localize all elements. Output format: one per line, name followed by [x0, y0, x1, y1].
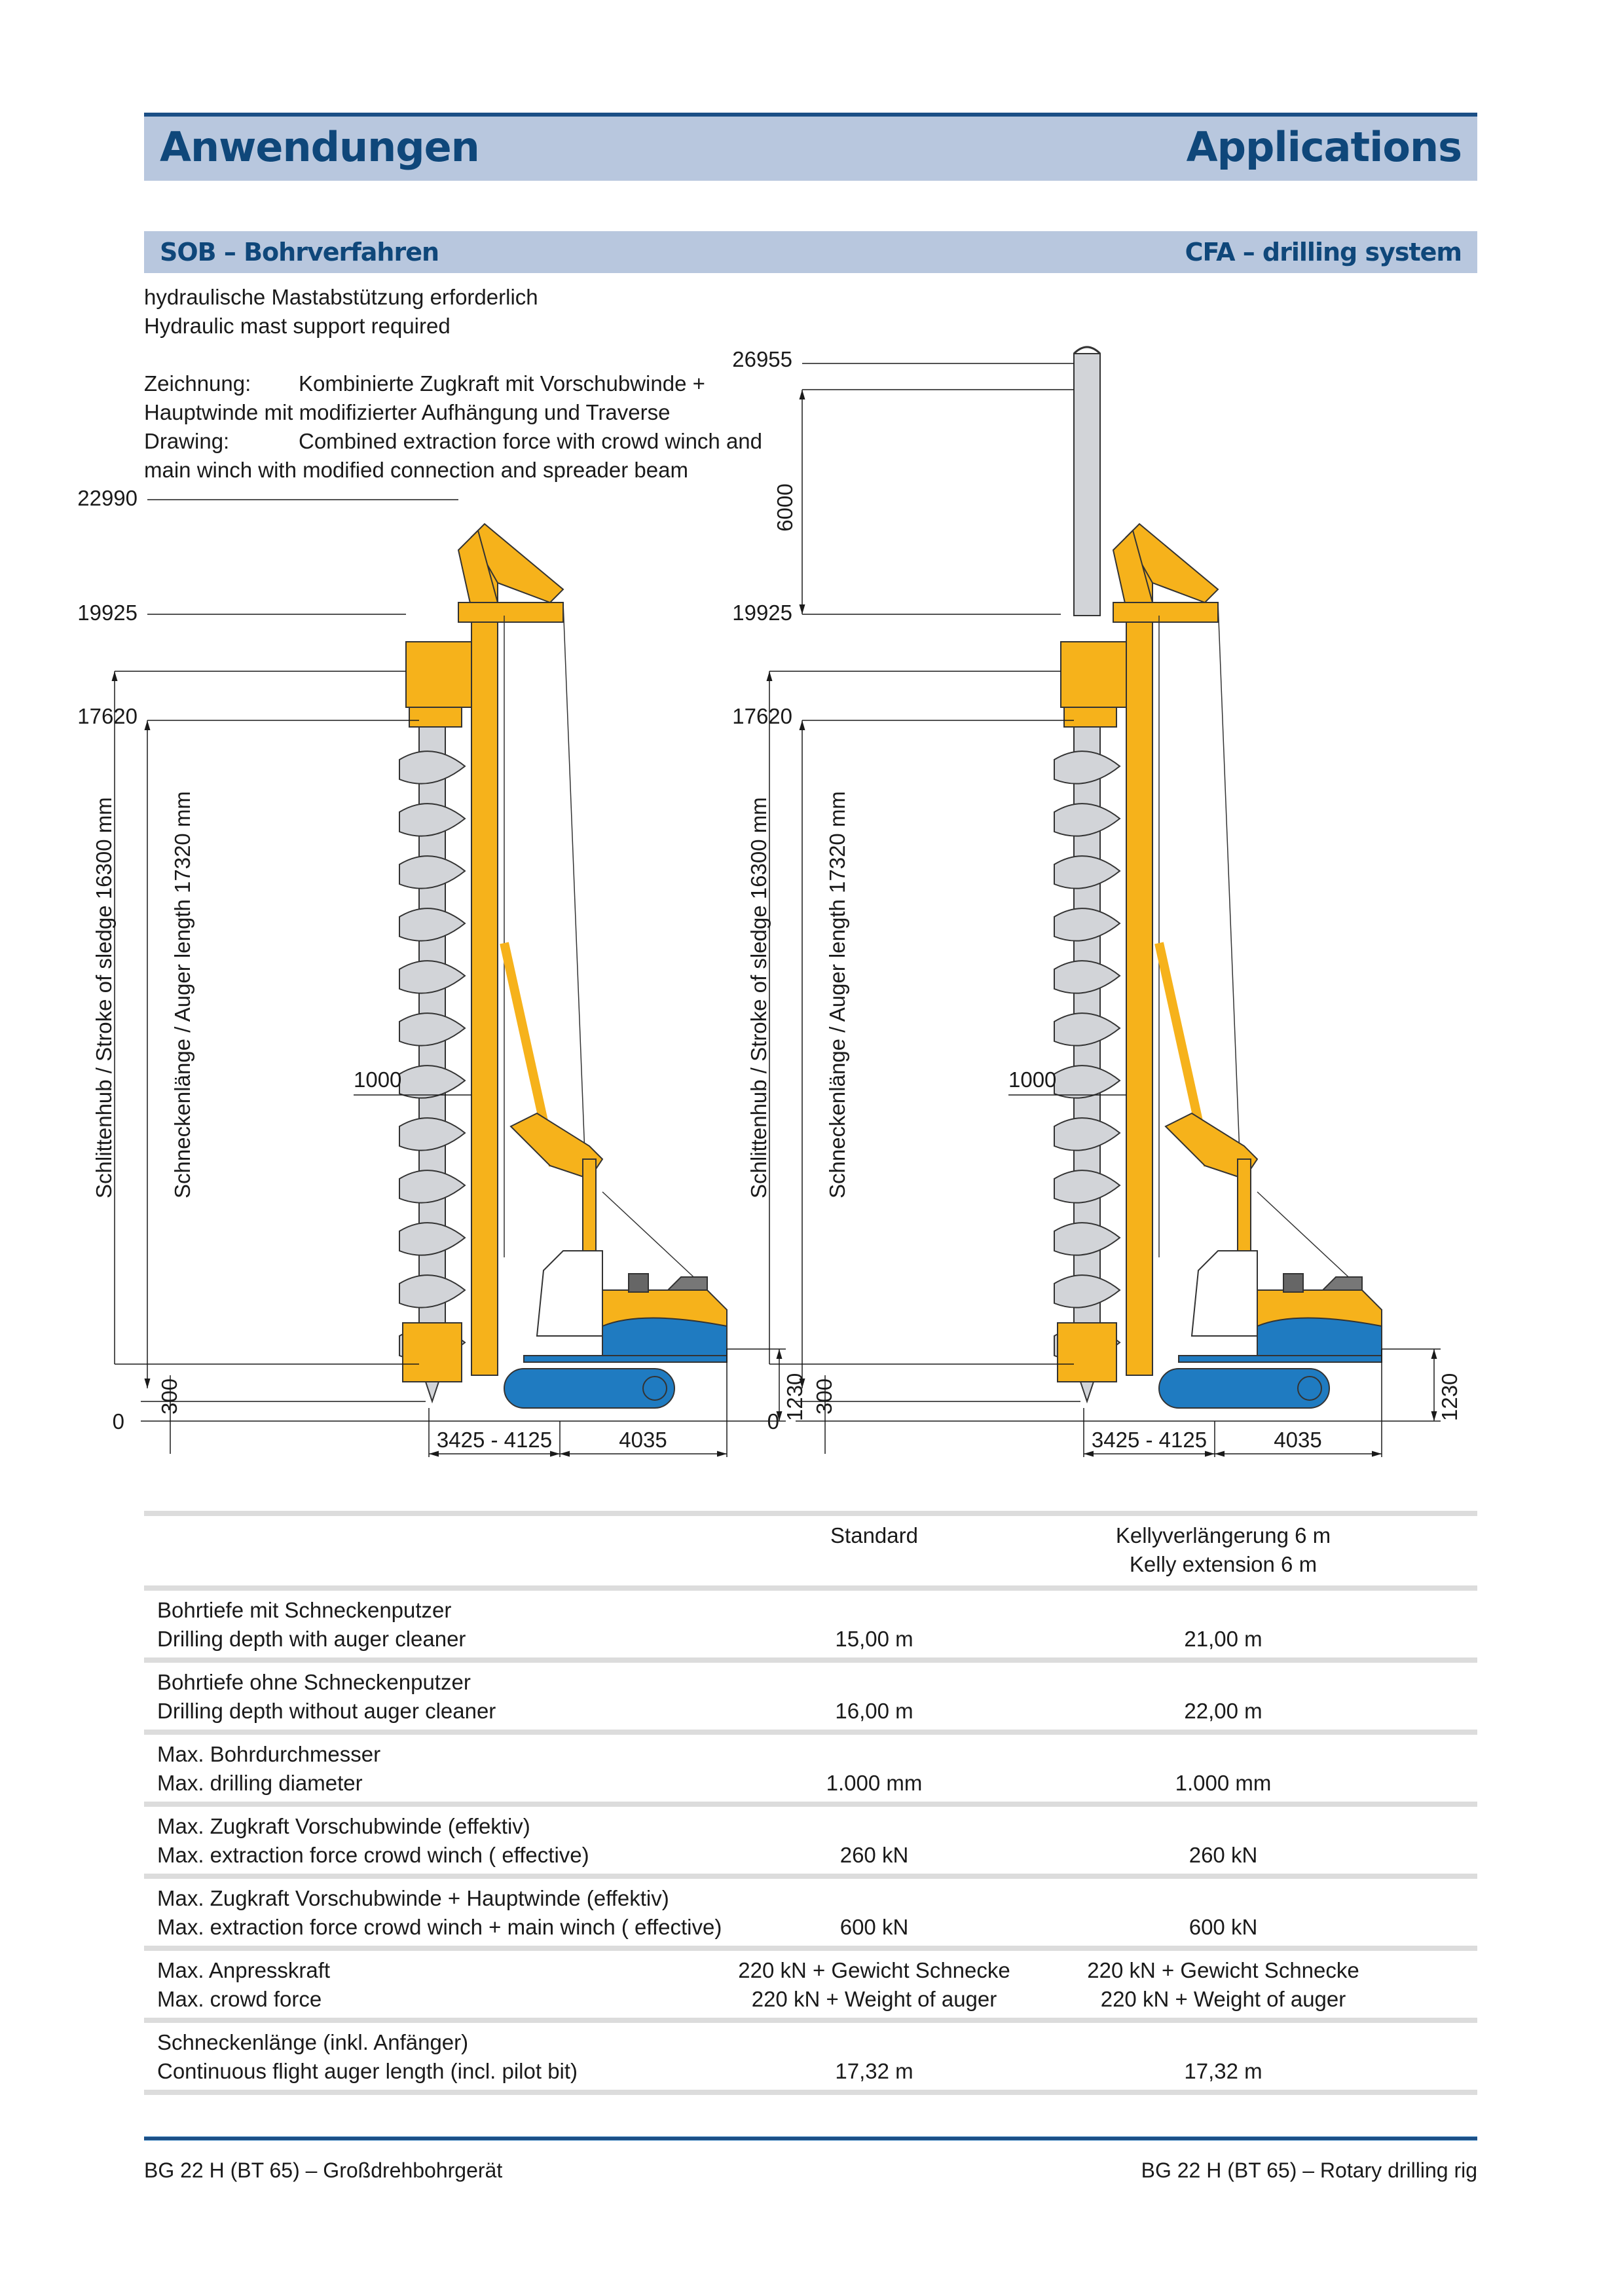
cell-standard: 1.000 mm	[826, 1771, 923, 1795]
cell-standard: 17,32 m	[835, 2059, 913, 2083]
rig-drawings	[0, 341, 1622, 1480]
row-label-de: Max. Anpresskraft	[157, 1958, 331, 1982]
cell-standard: 16,00 m	[835, 1699, 913, 1723]
table-row	[144, 1807, 1477, 1874]
section-title-de: SOB – Bohrverfahren	[160, 238, 439, 267]
cell-standard: 260 kN	[839, 1843, 909, 1867]
table-row	[144, 1663, 1477, 1730]
table-row	[144, 1879, 1477, 1946]
right-dim-extension: 6000	[773, 483, 797, 532]
title-bar	[144, 117, 1477, 181]
cell-extension: 17,32 m	[1184, 2059, 1263, 2083]
drawing-text-en-1: Combined extraction force with crowd winch and	[299, 429, 763, 453]
section-bar	[144, 231, 1477, 273]
left-dim-tail-height: 1230	[783, 1373, 807, 1421]
col-header-extension-en: Kelly extension 6 m	[1129, 1552, 1318, 1576]
row-label-en: Continuous flight auger length (incl. pilot bit)	[157, 2059, 578, 2083]
col-header-standard: Standard	[830, 1523, 918, 1547]
cell-standard: 15,00 m	[835, 1627, 913, 1651]
table-row	[144, 1951, 1477, 2018]
cell-extension: 600 kN	[1189, 1915, 1258, 1939]
drawing-label-de: Zeichnung:	[144, 371, 251, 396]
row-label-en: Max. drilling diameter	[157, 1771, 363, 1795]
right-dim-tail-length: 4035	[1274, 1428, 1322, 1452]
left-auger-label: Schneckenlänge / Auger length 17320 mm	[170, 791, 194, 1198]
left-dim-head-height: 19925	[77, 601, 138, 625]
spec-table	[144, 1511, 1477, 2095]
cell-extension-de: 220 kN + Gewicht Schnecke	[1087, 1958, 1359, 1982]
row-label-de: Bohrtiefe ohne Schneckenputzer	[157, 1670, 471, 1694]
right-dim-radius: 3425 - 4125	[1091, 1428, 1207, 1452]
cell-extension-en: 220 kN + Weight of auger	[1100, 1987, 1346, 2011]
footer-rule	[144, 2136, 1477, 2141]
left-stroke-label: Schlittenhub / Stroke of sledge 16300 mm	[92, 797, 116, 1198]
right-dim-head-height: 19925	[732, 601, 792, 625]
right-dim-tail-height: 1230	[1437, 1373, 1462, 1421]
col-header-extension-de: Kellyverlängerung 6 m	[1115, 1523, 1331, 1547]
left-dim-tail-length: 4035	[619, 1428, 667, 1452]
left-dim-below-ground: 300	[157, 1378, 181, 1415]
row-label-en: Max. extraction force crowd winch ( effective)	[157, 1843, 589, 1867]
intro-line-en: Hydraulic mast support required	[144, 314, 451, 338]
left-dim-ground: 0	[112, 1409, 124, 1434]
cell-standard: 600 kN	[839, 1915, 909, 1939]
row-label-de: Bohrtiefe mit Schneckenputzer	[157, 1598, 452, 1622]
table-header-row	[144, 1516, 1477, 1585]
drawing-text-de-1: Kombinierte Zugkraft mit Vorschubwinde +	[299, 371, 705, 396]
intro-line-de: hydraulische Mastabstützung erforderlich	[144, 285, 538, 309]
table-row	[144, 2023, 1477, 2090]
drawing-label-en: Drawing:	[144, 429, 230, 453]
right-dim-offset: 1000	[1008, 1067, 1057, 1092]
drawing-text-en-2: main winch with modified connection and spreader beam	[144, 458, 688, 482]
row-label-en: Drilling depth with auger cleaner	[157, 1627, 466, 1651]
cell-standard	[691, 1956, 1058, 2014]
right-dim-below-ground: 300	[812, 1378, 836, 1415]
page-title-de: Anwendungen	[160, 123, 479, 171]
row-label-en: Drilling depth without auger cleaner	[157, 1699, 496, 1723]
cell-standard-de: 220 kN + Gewicht Schnecke	[738, 1958, 1010, 1982]
page-title-en: Applications	[1186, 123, 1462, 171]
cell-extension: 21,00 m	[1184, 1627, 1263, 1651]
row-label-de: Max. Zugkraft Vorschubwinde (effektiv)	[157, 1814, 530, 1838]
row-label-en: Max. extraction force crowd winch + main winch ( effective)	[157, 1915, 722, 1939]
rig-drawings-svg	[0, 341, 1622, 1480]
row-label-de: Schneckenlänge (inkl. Anfänger)	[157, 2030, 469, 2054]
left-dim-top-height: 22990	[77, 486, 138, 510]
right-auger-label: Schneckenlänge / Auger length 17320 mm	[825, 791, 849, 1198]
right-rig-drawing	[732, 347, 1462, 1457]
right-stroke-label: Schlittenhub / Stroke of sledge 16300 mm	[746, 797, 771, 1198]
cell-extension: 22,00 m	[1184, 1699, 1263, 1723]
footer-left: BG 22 H (BT 65) – Großdrehbohrgerät	[144, 2158, 503, 2182]
section-title-en: CFA – drilling system	[1185, 238, 1462, 267]
row-label-de: Max. Zugkraft Vorschubwinde + Hauptwinde (effektiv)	[157, 1886, 669, 1910]
left-dim-radius: 3425 - 4125	[436, 1428, 553, 1452]
left-dim-auger-top: 17620	[77, 704, 138, 728]
cell-extension	[1040, 1956, 1407, 2014]
table-row	[144, 1591, 1477, 1657]
right-dim-top-height: 26955	[732, 347, 792, 371]
row-label-en: Max. crowd force	[157, 1987, 322, 2011]
right-dim-ground: 0	[767, 1409, 779, 1434]
right-dim-auger-top: 17620	[732, 704, 792, 728]
cell-standard-en: 220 kN + Weight of auger	[751, 1987, 997, 2011]
left-rig-drawing	[77, 486, 807, 1457]
footer-right: BG 22 H (BT 65) – Rotary drilling rig	[1141, 2158, 1477, 2182]
cell-extension: 260 kN	[1189, 1843, 1258, 1867]
row-label-de: Max. Bohrdurchmesser	[157, 1742, 381, 1766]
left-dim-offset: 1000	[354, 1067, 402, 1092]
table-row	[144, 1735, 1477, 1802]
col-header-extension	[1040, 1521, 1407, 1579]
cell-extension: 1.000 mm	[1175, 1771, 1272, 1795]
drawing-text-de-2: Hauptwinde mit modifizierter Aufhängung und Traverse	[144, 400, 671, 424]
